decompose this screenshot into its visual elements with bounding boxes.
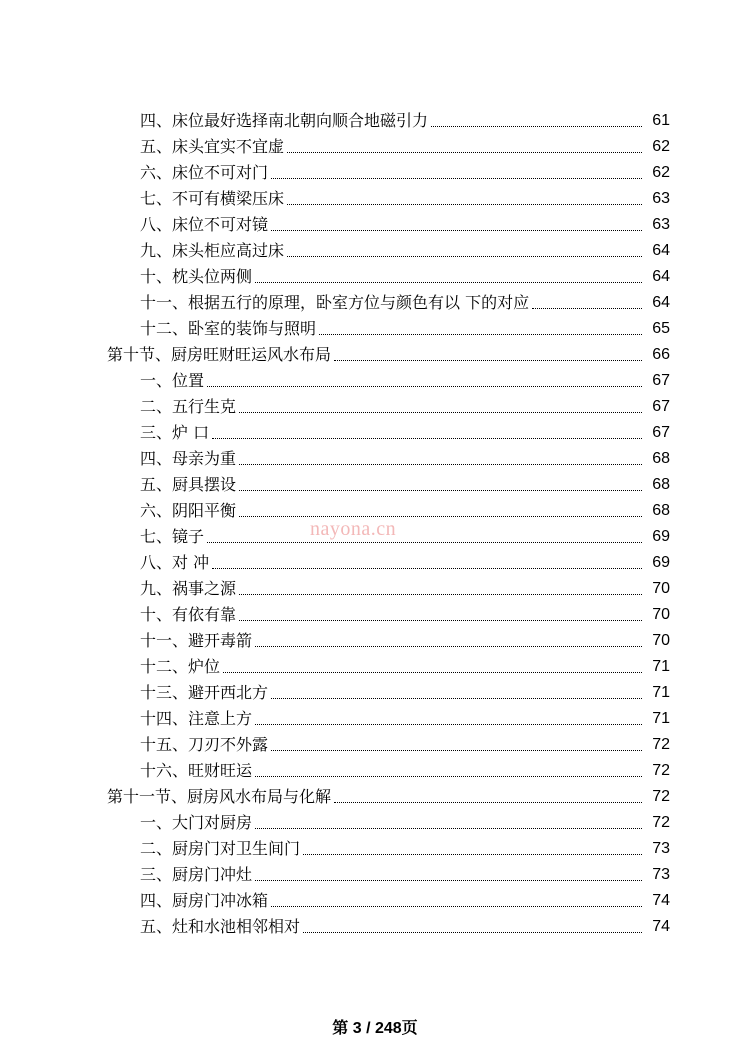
toc-entry-page-number: 71 <box>652 658 670 675</box>
toc-dot-leader <box>271 698 642 699</box>
toc-entry[interactable] <box>0 859 750 885</box>
toc-entry-page-number: 73 <box>652 840 670 857</box>
toc-entry-title: 三、厨房门冲灶 <box>140 865 253 884</box>
toc-dot-leader <box>239 490 642 491</box>
watermark: nayona.cn <box>310 518 397 540</box>
toc-entry-page-number: 64 <box>652 294 670 311</box>
toc-dot-leader <box>255 646 642 647</box>
toc-dot-leader <box>212 438 642 439</box>
toc-entry[interactable] <box>0 443 750 469</box>
toc-entry-page-number: 65 <box>652 320 670 337</box>
toc-entry-title: 六、阴阳平衡 <box>140 501 237 520</box>
toc-entry-title: 九、床头柜应高过床 <box>140 241 285 260</box>
toc-dot-leader <box>255 282 642 283</box>
toc-dot-leader <box>271 906 642 907</box>
toc-entry[interactable] <box>0 729 750 755</box>
toc-entry-title: 五、厨具摆设 <box>140 475 237 494</box>
toc-entry-page-number: 62 <box>652 138 670 155</box>
toc-entry-page-number: 61 <box>652 112 670 129</box>
toc-dot-leader <box>303 932 642 933</box>
toc-entry-title: 六、床位不可对门 <box>140 163 269 182</box>
toc-entry[interactable] <box>0 833 750 859</box>
toc-entry-page-number: 72 <box>652 736 670 753</box>
toc-dot-leader <box>239 620 642 621</box>
toc-entry-page-number: 71 <box>652 684 670 701</box>
toc-entry-title: 九、祸事之源 <box>140 579 237 598</box>
toc-entry[interactable] <box>0 209 750 235</box>
toc-dot-leader <box>255 724 642 725</box>
toc-dot-leader <box>532 308 642 309</box>
toc-entry[interactable] <box>0 469 750 495</box>
toc-entry-page-number: 63 <box>652 190 670 207</box>
toc-entry[interactable] <box>0 365 750 391</box>
toc-dot-leader <box>287 152 642 153</box>
toc-entry[interactable] <box>0 911 750 937</box>
toc-dot-leader <box>239 412 642 413</box>
toc-entry-page-number: 73 <box>652 866 670 883</box>
toc-entry-page-number: 67 <box>652 398 670 415</box>
toc-entry-title: 二、厨房门对卫生间门 <box>140 839 301 858</box>
toc-entry-title: 十一、避开毒箭 <box>140 631 253 650</box>
toc-dot-leader <box>255 880 642 881</box>
toc-entry[interactable] <box>0 677 750 703</box>
toc-entry[interactable] <box>0 339 750 365</box>
toc-dot-leader <box>207 386 642 387</box>
toc-entry[interactable] <box>0 755 750 781</box>
toc-entry-title: 一、位置 <box>140 371 205 390</box>
toc-dot-leader <box>212 568 642 569</box>
toc-entry[interactable] <box>0 261 750 287</box>
toc-entry-title: 十二、卧室的装饰与照明 <box>140 319 317 338</box>
toc-entry-title: 四、厨房门冲冰箱 <box>140 891 269 910</box>
toc-entry-page-number: 69 <box>652 554 670 571</box>
toc-entry-title: 十二、炉位 <box>140 657 221 676</box>
toc-dot-leader <box>287 256 642 257</box>
toc-entry[interactable] <box>0 599 750 625</box>
toc-entry-title: 四、床位最好选择南北朝向顺合地磁引力 <box>140 111 429 130</box>
toc-dot-leader <box>287 204 642 205</box>
toc-entry-page-number: 69 <box>652 528 670 545</box>
toc-entry[interactable] <box>0 781 750 807</box>
toc-entry[interactable] <box>0 547 750 573</box>
toc-entry-page-number: 64 <box>652 242 670 259</box>
toc-dot-leader <box>239 516 642 517</box>
toc-entry-title: 十、枕头位两侧 <box>140 267 253 286</box>
toc-entry[interactable] <box>0 573 750 599</box>
toc-entry[interactable] <box>0 651 750 677</box>
toc-entry-page-number: 63 <box>652 216 670 233</box>
toc-dot-leader <box>239 594 642 595</box>
toc-entry[interactable] <box>0 313 750 339</box>
toc-dot-leader <box>334 360 642 361</box>
toc-entry-page-number: 72 <box>652 814 670 831</box>
toc-entry[interactable] <box>0 391 750 417</box>
toc-dot-leader <box>431 126 642 127</box>
toc-entry-page-number: 74 <box>652 918 670 935</box>
toc-dot-leader <box>255 776 642 777</box>
toc-entry-page-number: 66 <box>652 346 670 363</box>
toc-entry-page-number: 70 <box>652 632 670 649</box>
page-number-footer: 第 3 / 248页 <box>332 1020 418 1037</box>
toc-entry-page-number: 64 <box>652 268 670 285</box>
toc-dot-leader <box>239 464 642 465</box>
toc-entry-title: 四、母亲为重 <box>140 449 237 468</box>
toc-entry-title: 八、床位不可对镜 <box>140 215 269 234</box>
toc-dot-leader <box>207 542 642 543</box>
toc-entry-page-number: 67 <box>652 372 670 389</box>
toc-entry-page-number: 74 <box>652 892 670 909</box>
toc-entry-page-number: 67 <box>652 424 670 441</box>
toc-entry-title: 八、对 冲 <box>140 553 210 572</box>
toc-entry[interactable] <box>0 157 750 183</box>
toc-entry[interactable] <box>0 183 750 209</box>
toc-dot-leader <box>271 230 642 231</box>
toc-entry-title: 七、镜子 <box>140 527 205 546</box>
toc-entry[interactable] <box>0 131 750 157</box>
toc-dot-leader <box>223 672 642 673</box>
toc-entry-title: 十三、避开西北方 <box>140 683 269 702</box>
toc-entry-title: 第十节、厨房旺财旺运风水布局 <box>107 345 332 364</box>
toc-entry[interactable] <box>0 885 750 911</box>
toc-dot-leader <box>303 854 642 855</box>
toc-entry-title: 十五、刀刃不外露 <box>140 735 269 754</box>
toc-entry-title: 三、炉 口 <box>140 423 210 442</box>
toc-dot-leader <box>271 178 642 179</box>
toc-entry-title: 二、五行生克 <box>140 397 237 416</box>
toc-dot-leader <box>271 750 642 751</box>
toc-dot-leader <box>334 802 642 803</box>
toc-entry[interactable] <box>0 235 750 261</box>
toc-entry-page-number: 72 <box>652 762 670 779</box>
toc-entry-title: 五、灶和水池相邻相对 <box>140 917 301 936</box>
toc-entry-page-number: 71 <box>652 710 670 727</box>
toc-entry-title: 十四、注意上方 <box>140 709 253 728</box>
toc-entry-title: 十六、旺财旺运 <box>140 761 253 780</box>
toc-entry-title: 第十一节、厨房风水布局与化解 <box>107 787 332 806</box>
toc-entry-page-number: 70 <box>652 580 670 597</box>
toc-entry-title: 一、大门对厨房 <box>140 813 253 832</box>
toc-entry-page-number: 62 <box>652 164 670 181</box>
toc-dot-leader <box>255 828 642 829</box>
toc-entry-title: 五、床头宜实不宜虚 <box>140 137 285 156</box>
toc-entry[interactable] <box>0 625 750 651</box>
toc-dot-leader <box>319 334 642 335</box>
toc-entry[interactable] <box>0 287 750 313</box>
toc-entry-page-number: 72 <box>652 788 670 805</box>
toc-entry-page-number: 68 <box>652 476 670 493</box>
toc-entry-page-number: 70 <box>652 606 670 623</box>
toc-entry-title: 十、有依有靠 <box>140 605 237 624</box>
toc-entry-title: 十一、根据五行的原理，卧室方位与颜色有以 下的对应 <box>140 293 530 312</box>
toc-entry-title: 七、不可有横梁压床 <box>140 189 285 208</box>
toc-entry-page-number: 68 <box>652 450 670 467</box>
toc-entry[interactable] <box>0 417 750 443</box>
toc-entry[interactable] <box>0 807 750 833</box>
toc-entry-page-number: 68 <box>652 502 670 519</box>
toc-entry[interactable] <box>0 105 750 131</box>
toc-entry[interactable] <box>0 703 750 729</box>
